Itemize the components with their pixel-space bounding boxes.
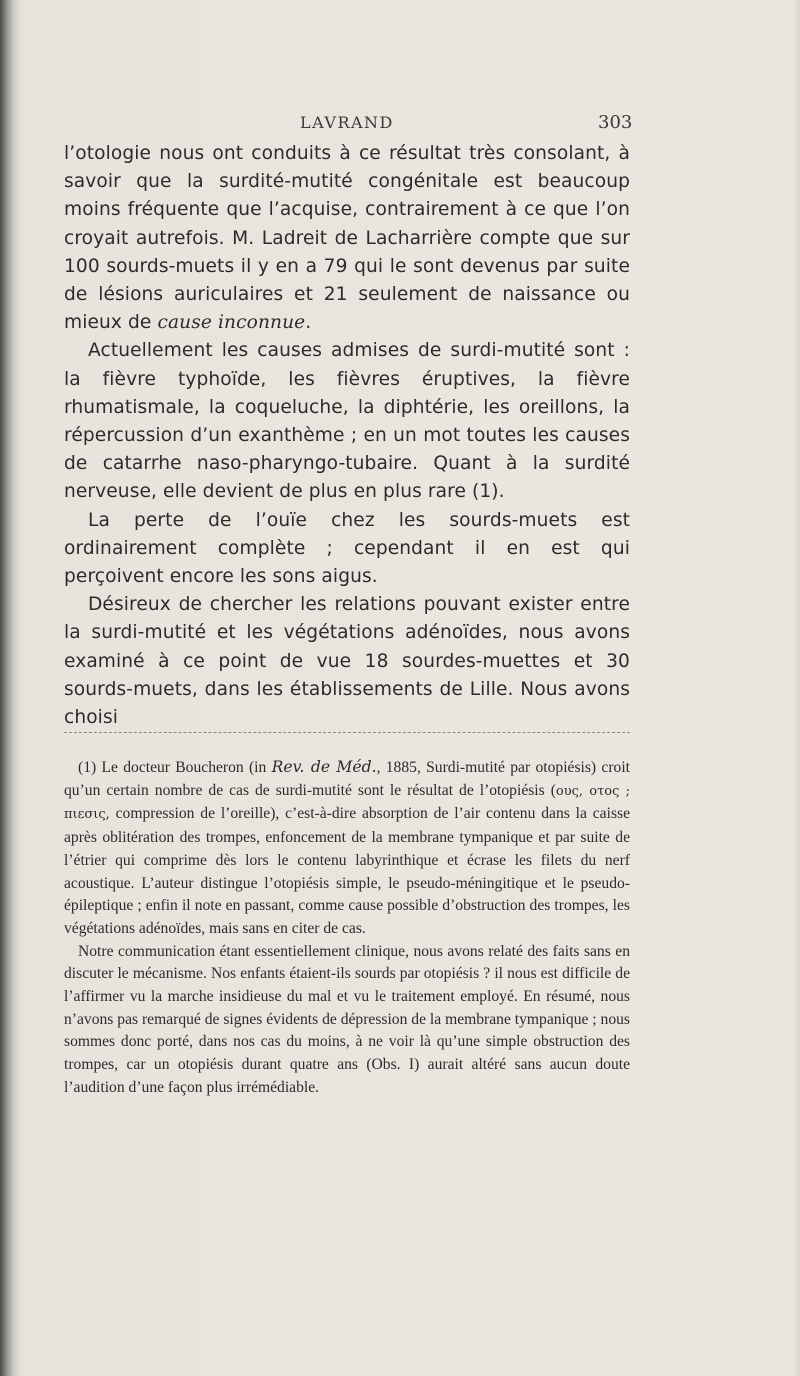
footnotes (64, 756, 630, 1100)
main-text (64, 140, 630, 732)
footnote-1-mid: , 1885, Surdi-mutité par otopiésis) croit qu’un certain nombre de cas de surdi-mutité sont le résultat de l’otopiésis ( (64, 759, 630, 799)
footnote-1-end: compression de l’oreille), c’est-à-dire absorption de l’air contenu dans la caisse après oblitération des trompes, enfoncement de la membrane tympanique et par suite de l’étrier qui comprime dès lors le contenu labyrinthique et écrase les filets du nerf acoustique. L’auteur distingue l’otopiésis simple, le pseudo-méningitique et le pseudo-épileptique ; enfin il note en passant, comme cause possible d’obstruction des trompes, les végétations adénoïdes, mais sans en citer de cas. (64, 805, 630, 937)
footnote-2: Notre communication étant essentiellement clinique, nous avons relaté des faits sans en discuter le mécanisme. Nos enfants étaient-ils sourds par otopiésis ? il nous est difficile de l’affirmer vu la marche insidieuse du mal et vu le traitement employé. En résumé, nous n’avons pas remarqué de signes évidents de dépression de la membrane tympanique ; nous sommes donc porté, dans nos cas du moins, à ne voir là qu’une simple obstruction des trompes, car un otopiésis durant quatre ans (Obs. I) aurait altéré sans aucun doute l’audition d’une façon plus irrémédiable. (64, 942, 630, 1096)
footnote-separator (64, 732, 630, 733)
paragraph-1-text: l’otologie nous ont conduits à ce résultat très consolant, à savoir que la surdité-mutité congénitale est beaucoup moins fréquente que l’acquise, contrairement à ce que l’on croyait autrefois. M. Ladreit de Lacharrière compte que sur 100 sourds-muets il y en a 79 qui le sont devenus par suite de lésions auriculaires et 21 seulement de naissance ou mieux de (64, 143, 630, 334)
paragraph-1 (64, 140, 630, 337)
paragraph-1-italic: cause inconnue (157, 312, 306, 334)
running-header (0, 113, 800, 137)
footnote-1-journal: Rev. de Méd. (271, 758, 377, 776)
paragraph-1-end: . (305, 312, 312, 334)
paragraph-4: Désireux de chercher les relations pouvant exister entre la surdi-mutité et les végétations adénoïdes, nous avons examiné à ce point de vue 18 sourdes-muettes et 30 sourds-muets, dans les établissements de Lille. Nous avons choisi (64, 594, 630, 729)
paragraph-3: La perte de l’ouïe chez les sourds-muets est ordinairement complète ; cependant il en est qui perçoivent encore les sons aigus. (64, 509, 630, 588)
footnote-1-start: (1) Le docteur Boucheron (in (78, 759, 267, 776)
footnote-1-greek: ους, οτος ; πιεσις, (64, 783, 630, 823)
paragraph-2: Actuellement les causes admises de surdi-mutité sont : la fièvre typhoïde, les fièvres éruptives, la fièvre rhumatismale, la coqueluche, la diphtérie, les oreillons, la répercussion d’un exanthème ; en un mot toutes les causes de catarrhe naso-pharyngo-tubaire. Quant à la surdité nerveuse, elle devient de plus en plus rare (1). (64, 340, 630, 503)
footnote-1 (64, 756, 630, 941)
running-title: LAVRAND (300, 113, 394, 132)
page-number: 303 (598, 112, 633, 133)
